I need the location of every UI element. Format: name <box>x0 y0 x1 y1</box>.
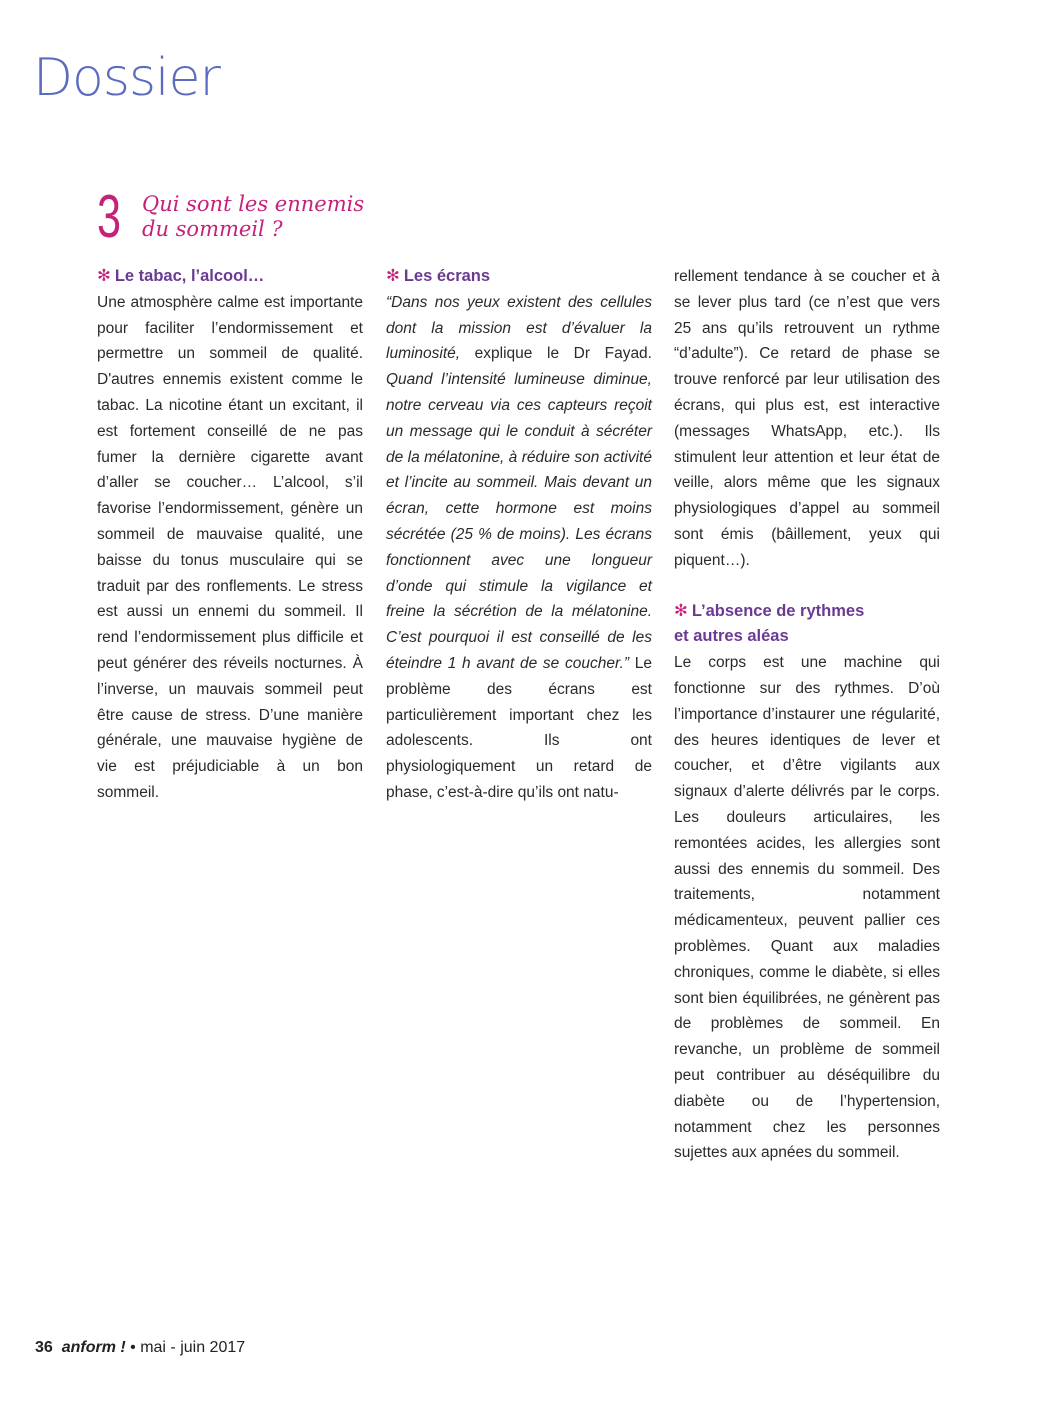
magazine-name: anform ! <box>61 1339 126 1356</box>
paragraph-continuation: rellement tendance à se coucher et à se lever plus tard (ce n’est que vers 25 ans qu’ils retrouvent un rythme “d’adulte”). Ce retard de phase se trouve renforcé par leur utilisation des écrans, qui plus est, est interactive (messages WhatsApp, etc.). Ils stimulent leur attention et leur état de veille, alors même que les signaux physiologiques d’appel au sommeil sont émis (bâillement, yeux qui piquent…). <box>674 268 940 569</box>
asterisk-icon: ✻ <box>386 267 400 285</box>
paragraph-continuation: Le problème des écrans est particulièrement important chez les adolescents. Ils ont physiologiquement un retard de phase, c’est-à-dire qu’ils ont natu- <box>386 654 652 801</box>
issue-date: mai - juin 2017 <box>140 1339 246 1356</box>
section-header: Dossier <box>33 48 220 108</box>
subheading-ecrans <box>386 264 652 290</box>
page-footer <box>35 1339 245 1357</box>
subheading-rythmes <box>674 599 940 651</box>
page-number: 36 <box>35 1339 53 1356</box>
column-3 <box>674 264 940 1166</box>
quote-part2: Quand l’intensité lumineuse diminue, notre cerveau via ces capteurs reçoit un message qui le conduit à sécréter de la mélatonine, à réduire son activité et l’incite au sommeil. Mais devant un écran, cette hormone est moins sécrétée (25 % de moins). Les écrans fonctionnent avec une longueur d’onde qui stimule la vigilance et freine la sécrétion de la mélatonine. C’est pourquoi il est conseillé de les éteindre 1 h avant de se coucher.” <box>386 371 652 672</box>
footer-separator: • <box>125 1339 141 1356</box>
paragraph-tabac: Une atmosphère calme est importante pour faciliter l’endormissement et permettre un sommeil de qualité. D'autres ennemis existent comme le tabac. La nicotine étant un excitant, il est fortement conseillé de ne pas fumer la dernière cigarette avant d’aller se coucher… L’alcool, s’il favorise l’endormissement, génère un sommeil de mauvaise qualité, une baisse du tonus musculaire qui se traduit par des ronflements. Le stress est aussi un ennemi du sommeil. Il rend l’endormissement plus difficile et peut générer des réveils nocturnes. À l’inverse, un mauvais sommeil peut être cause de stress. D’une manière générale, une mauvaise hygiène de vie est préjudiciable à un bon sommeil. <box>97 293 363 801</box>
section-title-line1: Qui sont les ennemis <box>142 192 365 216</box>
column-1 <box>97 264 363 806</box>
asterisk-icon: ✻ <box>97 267 111 285</box>
quote-part1: “Dans nos yeux existent des cellules dont la mission est d’évaluer la luminosité, <box>386 293 652 363</box>
subheading-tabac <box>97 264 363 290</box>
subheading-text: Les écrans <box>403 267 491 285</box>
subheading-text: Le tabac, l’alcool… <box>114 267 265 285</box>
section-number: 3 <box>97 183 122 250</box>
asterisk-icon: ✻ <box>674 601 688 620</box>
subheading-line1: L’absence de rythmes <box>691 601 865 620</box>
section-title <box>142 192 442 242</box>
paragraph-rythmes: Le corps est une machine qui fonctionne sur des rythmes. D’où l’importance d’instaurer une régularité, des heures identiques de lever et coucher, et d’être vigilants aux signaux d’alerte délivrés par le corps. Les douleurs articulaires, les remontées acides, les allergies sont aussi des ennemis du sommeil. Des traitements, notamment médicamenteux, peuvent pallier ces problèmes. Quant aux maladies chroniques, comme le diabète, si elles sont bien équilibrées, ne génèrent pas de problèmes de sommeil. En revanche, un problème de sommeil peut contribuer au déséquilibre du diabète ou de l’hypertension, notamment chez les personnes sujettes aux apnées du sommeil. <box>674 654 940 1162</box>
subheading-line2: et autres aléas <box>674 627 789 646</box>
section-title-line2: du sommeil ? <box>142 217 283 241</box>
paragraph-ecrans <box>386 290 652 806</box>
attribution: explique le Dr Fayad. <box>460 345 652 363</box>
column-2 <box>386 264 652 806</box>
